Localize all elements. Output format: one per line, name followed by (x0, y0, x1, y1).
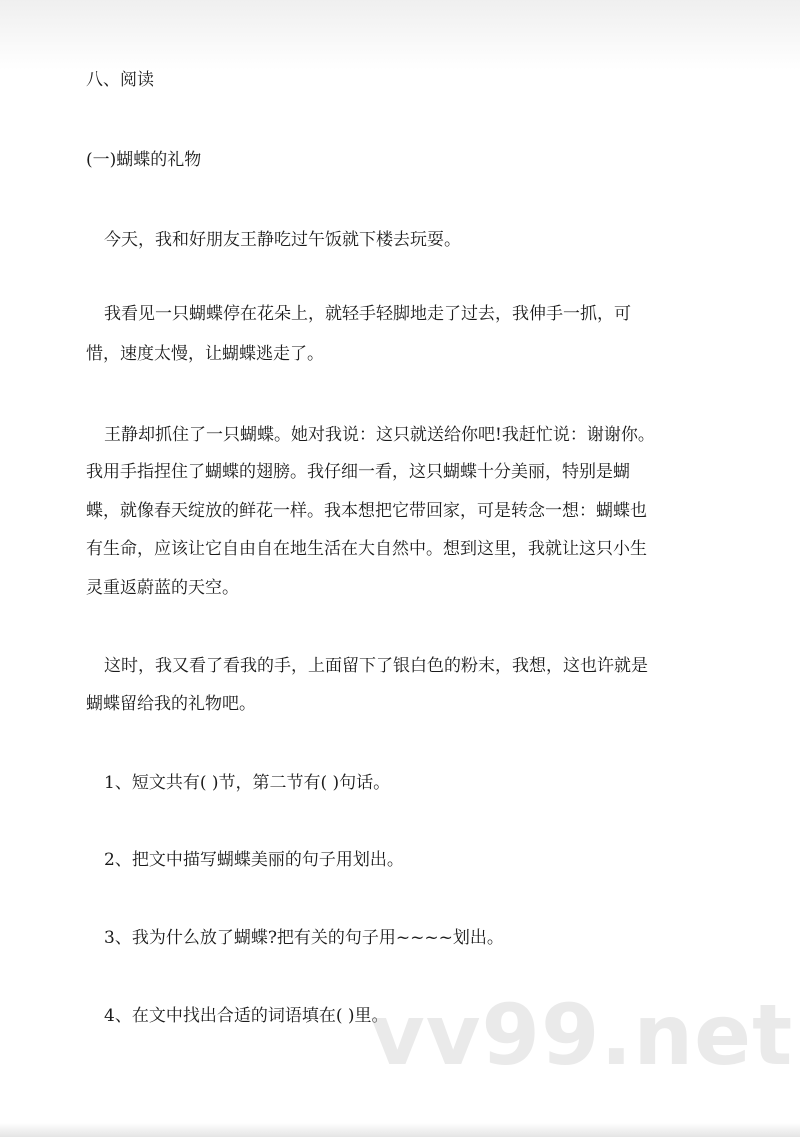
paragraph-3-line-1: 王静却抓住了一只蝴蝶。她对我说：这只就送给你吧!我赶忙说：谢谢你。 (104, 425, 655, 445)
paragraph-4-line-1: 这时，我又看了看我的手，上面留下了银白色的粉末，我想，这也许就是 (104, 656, 648, 676)
page-top-shadow (0, 0, 800, 70)
page-bottom-edge (0, 1123, 800, 1137)
paragraph-4-line-2: 蝴蝶留给我的礼物吧。 (86, 694, 256, 714)
question-1: 1、短文共有( )节，第二节有( )句话。 (104, 773, 391, 793)
section-heading: 八、阅读 (86, 70, 154, 90)
question-2: 2、把文中描写蝴蝶美丽的句子用划出。 (104, 850, 404, 870)
paragraph-3-line-3: 蝶，就像春天绽放的鲜花一样。我本想把它带回家，可是转念一想：蝴蝶也 (86, 501, 647, 521)
question-3: 3、我为什么放了蝴蝶?把有关的句子用~~~~划出。 (104, 928, 504, 948)
passage-title: (一)蝴蝶的礼物 (86, 150, 202, 170)
paragraph-1-line-1: 今天，我和好朋友王静吃过午饭就下楼去玩耍。 (104, 230, 461, 250)
paragraph-2-line-2: 惜，速度太慢，让蝴蝶逃走了。 (86, 344, 324, 364)
question-4: 4、在文中找出合适的词语填在( )里。 (104, 1006, 389, 1026)
watermark-text: vv99.net (370, 986, 794, 1084)
paragraph-3-line-4: 有生命，应该让它自由自在地生活在大自然中。想到这里，我就让这只小生 (86, 539, 647, 559)
paragraph-3-line-2: 我用手指捏住了蝴蝶的翅膀。我仔细一看，这只蝴蝶十分美丽，特别是蝴 (86, 462, 630, 482)
paragraph-2-line-1: 我看见一只蝴蝶停在花朵上，就轻手轻脚地走了过去，我伸手一抓，可 (104, 304, 631, 324)
paragraph-3-line-5: 灵重返蔚蓝的天空。 (86, 578, 239, 598)
